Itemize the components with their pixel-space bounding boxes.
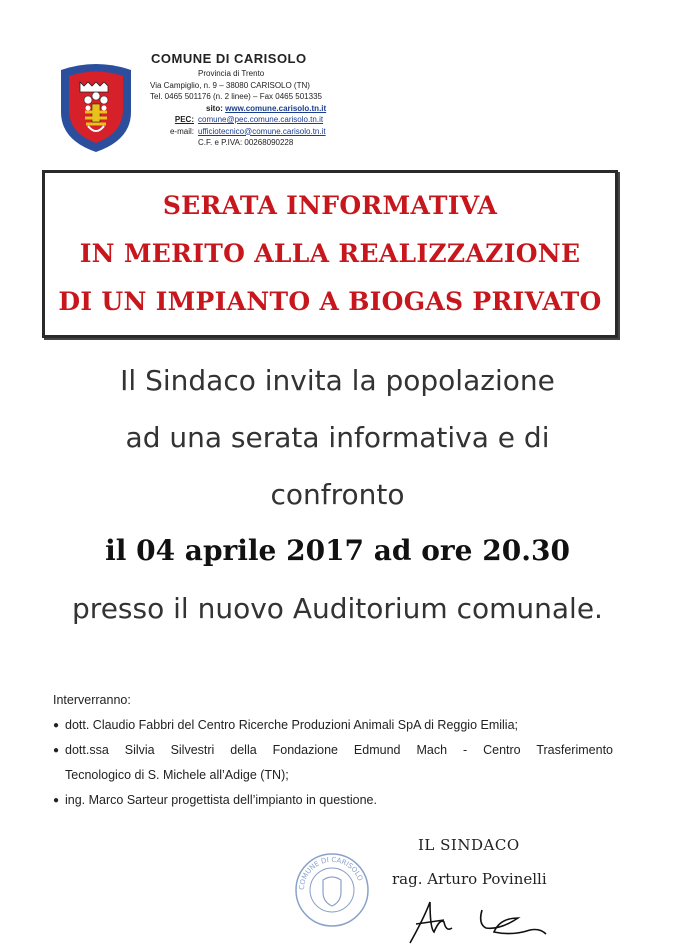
bullet-icon: ● <box>53 720 60 731</box>
email-line <box>150 126 370 138</box>
pec-label: PEC: <box>174 115 194 124</box>
speaker-text-continued: Tecnologico di S. Michele all’Adige (TN); <box>65 768 289 782</box>
speaker-item <box>53 788 613 813</box>
title-line-3: DI UN IMPIANTO A BIOGAS PRIVATO <box>58 287 602 316</box>
speaker-text: dott.ssa Silvia Silvestri della Fondazione Edmund Mach - Centro Trasferimento <box>65 743 613 757</box>
address: Via Campiglio, n. 9 – 38080 CARISOLO (TN) <box>150 80 310 90</box>
speakers-list <box>53 713 613 813</box>
svg-text:COMUNE DI CARISOLO: COMUNE DI CARISOLO <box>297 855 365 891</box>
bullet-icon: ● <box>53 745 60 756</box>
website-link[interactable]: www.comune.carisolo.tn.it <box>225 103 327 113</box>
letterhead <box>150 50 370 149</box>
municipality-name: COMUNE DI CARISOLO <box>151 51 307 66</box>
speaker-text: dott. Claudio Fabbri del Centro Ricerche Produzioni Animali SpA di Reggio Emilia; <box>65 718 519 732</box>
invitation-line-2: ad una serata informativa e di <box>125 421 550 454</box>
bullet-icon: ● <box>53 795 60 806</box>
event-location: presso il nuovo Auditorium comunale. <box>72 592 603 625</box>
website-line <box>150 103 370 115</box>
website-label: sito: <box>206 103 223 113</box>
speaker-item <box>53 713 613 738</box>
municipal-crest-logo <box>55 60 137 154</box>
title-line-2: IN MERITO ALLA REALIZZAZIONE <box>79 239 581 268</box>
signer-name: rag. Arturo Povinelli <box>392 870 547 888</box>
phone-fax: Tel. 0465 501176 (n. 2 linee) – Fax 0465 501335 <box>150 92 322 101</box>
signer-title: IL SINDACO <box>418 836 520 854</box>
invitation-line-3: confronto <box>270 478 405 511</box>
tax-code: C.F. e P.IVA: 00268090228 <box>198 138 294 147</box>
speaker-text: ing. Marco Sarteur progettista dell’impianto in questione. <box>65 793 377 807</box>
official-stamp <box>292 850 372 930</box>
email-label: e-mail: <box>169 126 194 136</box>
speakers-heading: Interverranno: <box>53 693 131 707</box>
speaker-item <box>53 738 613 788</box>
invitation-line-1: Il Sindaco invita la popolazione <box>120 364 555 397</box>
province-name: Provincia di Trento <box>198 69 265 78</box>
speakers-section <box>53 688 613 813</box>
title-line-1: SERATA INFORMATIVA <box>162 191 498 220</box>
title-box <box>42 170 618 338</box>
email-link[interactable]: ufficiotecnico@comune.carisolo.tn.it <box>198 126 326 136</box>
event-date: il 04 aprile 2017 ad ore 20.30 <box>105 534 570 567</box>
pec-link[interactable]: comune@pec.comune.carisolo.tn.it <box>198 115 324 124</box>
handwritten-signature <box>400 888 560 948</box>
pec-line <box>150 114 370 126</box>
